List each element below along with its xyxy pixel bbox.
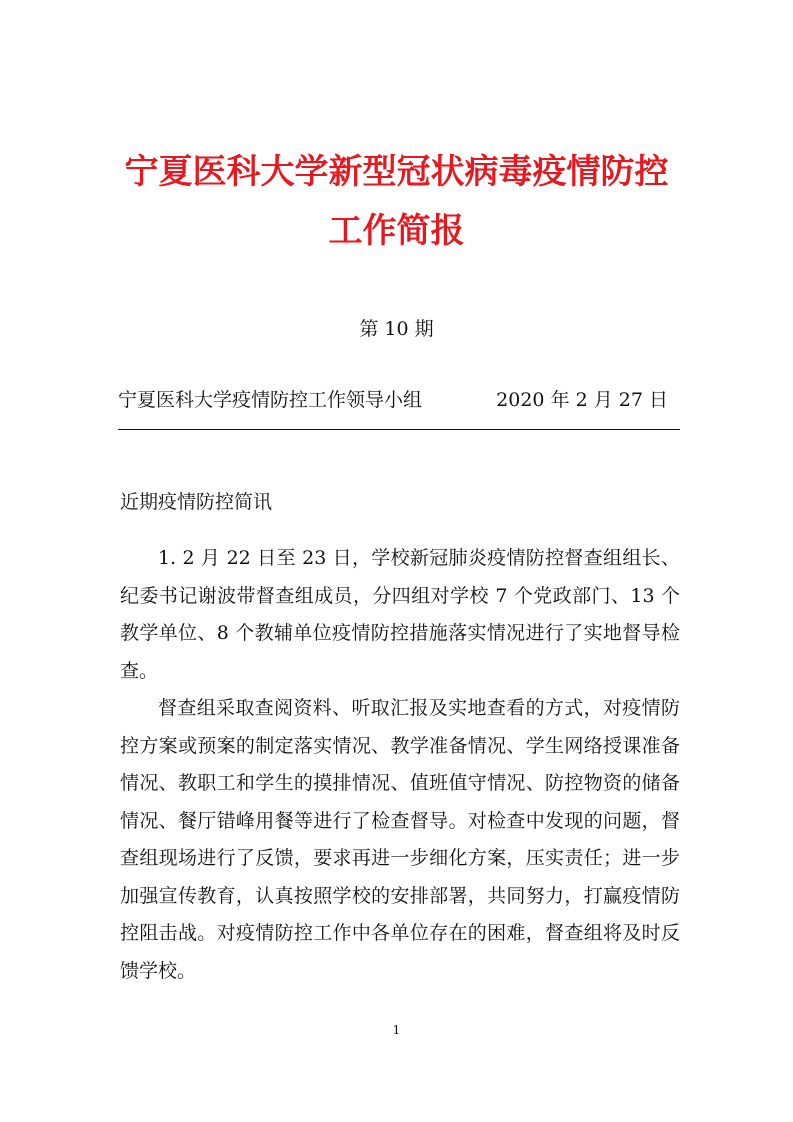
document-title-line-1: 宁夏医科大学新型冠状病毒疫情防控 [124,152,669,192]
body-paragraph: 1. 2 月 22 日至 23 日，学校新冠肺炎疫情防控督查组组长、纪委书记谢波带督查组成员，分四组对学校 7 个党政部门、13 个教学单位、8 个教辅单位疫情防控措施落实情况进行了实地督导检查。 [120,547,680,682]
header-divider [118,429,680,430]
issue-number: 第 10 期 [359,318,434,340]
document-title-line-2: 工作简报 [328,211,465,251]
issue-date: 2020 年 2 月 27 日 [496,389,668,411]
issuer-name: 宁夏医科大学疫情防控工作领导小组 [118,389,423,411]
page-number: 1 [392,1023,401,1037]
body-paragraph: 督查组采取查阅资料、听取汇报及实地查看的方式，对疫情防控方案或预案的制定落实情况、教学准备情况、学生网络授课准备情况、教职工和学生的摸排情况、值班值守情况、防控物资的储备情况、餐厅错峰用餐等进行了检查督导。对检查中发现的问题，督查组现场进行了反馈，要求再进一步细化方案，压实责任；进一步加强宣传教育，认真按照学校的安排部署，共同努力，打赢疫情防控阻击战。对疫情防控工作中各单位存在的困难，督查组将及时反馈学校。 [120,697,680,982]
section-heading: 近期疫情防控简讯 [120,491,273,513]
issuer-date-row [118,386,678,414]
